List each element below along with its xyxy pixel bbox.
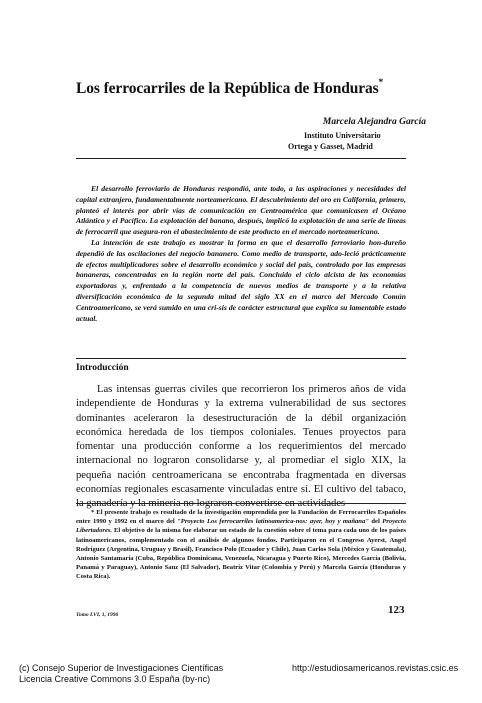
footnote-text-1: El presente trabajo es resultado de la investigación emprendida por la Fundación de Ferrocarriles Españoles entre 1990 y 1992 en el marco del	[76, 509, 406, 526]
article-title-text: Los ferrocarriles de la República de Honduras	[76, 80, 379, 98]
author-name: Marcela Alejandra García	[322, 117, 426, 127]
journal-url-link[interactable]: http://estudiosamericanos.revistas.csic.es	[292, 663, 459, 673]
title-footnote-mark: *	[378, 77, 384, 87]
abstract-paragraph-2: La intención de este trabajo es mostrar la forma en que el desarrollo ferroviario hon-dureño dependió de las oscilaciones del negocio bananero. Como medio de transporte, ado-leció prácticamente de efectos multiplicadores sobre el desarrollo económico y social del país, controlado por las empresas bananeras, concentradas en la región norte del país. Concluido el ciclo alcista de las economías exportadoras y, enfrentado a la competencia de nuevos medios de transporte y a la relativa diversificación económica de la segunda mitad del siglo XX en el marco del Mercado Común Centroamericano, se verá sumido en una cri-sis de carácter estructural que explica su lamentable estado actual.	[76, 237, 406, 323]
author-affiliation-line-1: Instituto Universitario	[304, 131, 381, 140]
author-affiliation-line-2: Ortega y Gasset, Madrid	[288, 142, 373, 151]
article-title	[76, 79, 436, 98]
abstract-top-rule	[76, 158, 406, 159]
footnote-project-title: "Proyecto Los ferrocarriles latinoamerica-nos: ayer, hoy y mañana"	[177, 518, 369, 526]
page-number: 123	[388, 604, 405, 616]
body-text	[76, 383, 406, 512]
abstract-bottom-rule	[76, 358, 406, 359]
copyright-line-1: (c) Consejo Superior de Investigaciones Científicas	[19, 663, 224, 673]
footnote-rule	[76, 503, 406, 504]
footnote-paragraph	[76, 508, 406, 582]
footnote	[76, 508, 406, 582]
footnote-mark: *	[91, 509, 95, 516]
license-line: Licencia Creative Commons 3.0 España (by-nc)	[19, 674, 211, 684]
body-paragraph-1: Las intensas guerras civiles que recorrieron los primeros años de vida independiente de Honduras y la extrema vulnerabilidad de sus sectores dominantes aceleraron la desestructuración de la débil organización económica heredada de los tiempos coloniales. Tenues proyectos para fomentar una producción conforme a los requerimientos del mercado internacional no lograron consolidarse y, al promediar el siglo XIX, la pequeña nación centroamericana se encontraba fragmentada en diversas economías regionales escasamente vinculadas entre sí. El cultivo del tabaco, la ganadería y la minería no lograron convertirse en actividades	[76, 384, 406, 510]
journal-reference: Tomo LVI, 1, 1996	[76, 612, 119, 618]
footnote-project-name: Proyecto Libertadores.	[76, 518, 407, 535]
abstract-paragraph-1: El desarrollo ferroviario de Honduras respondió, ante todo, a las aspiraciones y necesidades del capital extranjero, fundamentalmente norteamericano. El descubrimiento del oro en California, primero, planteó el interés por abrir vías de comunicación en Centroamérica que comunicasen el Océano Atlántico y el Pacífico. La explotación del banano, después, implicó la explotación de una serie de líneas de ferrocarril que asegura-ron el abastecimiento de este producto en el mercado norteamericano.	[76, 184, 406, 237]
abstract	[76, 184, 406, 324]
footnote-text-2: del	[368, 518, 383, 526]
footnote-text-3: El objetivo de la misma fue elaborar un estado de la cuestión sobre el tema para cada uno de los países latinoamericanos, complementado con el análisis de algunos fondos. Participaron en el Congreso Ayerst, Angel Rodríguez (Argentina, Uruguay y Brasil), Francisco Polo (Ecuador y Chile), Juan Carlos Sola (México y Guatemala), Antonio Santamaría (Cuba, República Dominicana, Venezuela, Nicaragua y Puerto Rico), Mercedes García (Bolivia, Panamá y Paraguay), Antonio Sanz (El Salvador), Beatriz Vitar (Colombia y Perú) y Marcela García (Honduras y Costa Rica).	[76, 527, 406, 581]
section-heading: Introducción	[76, 363, 129, 373]
